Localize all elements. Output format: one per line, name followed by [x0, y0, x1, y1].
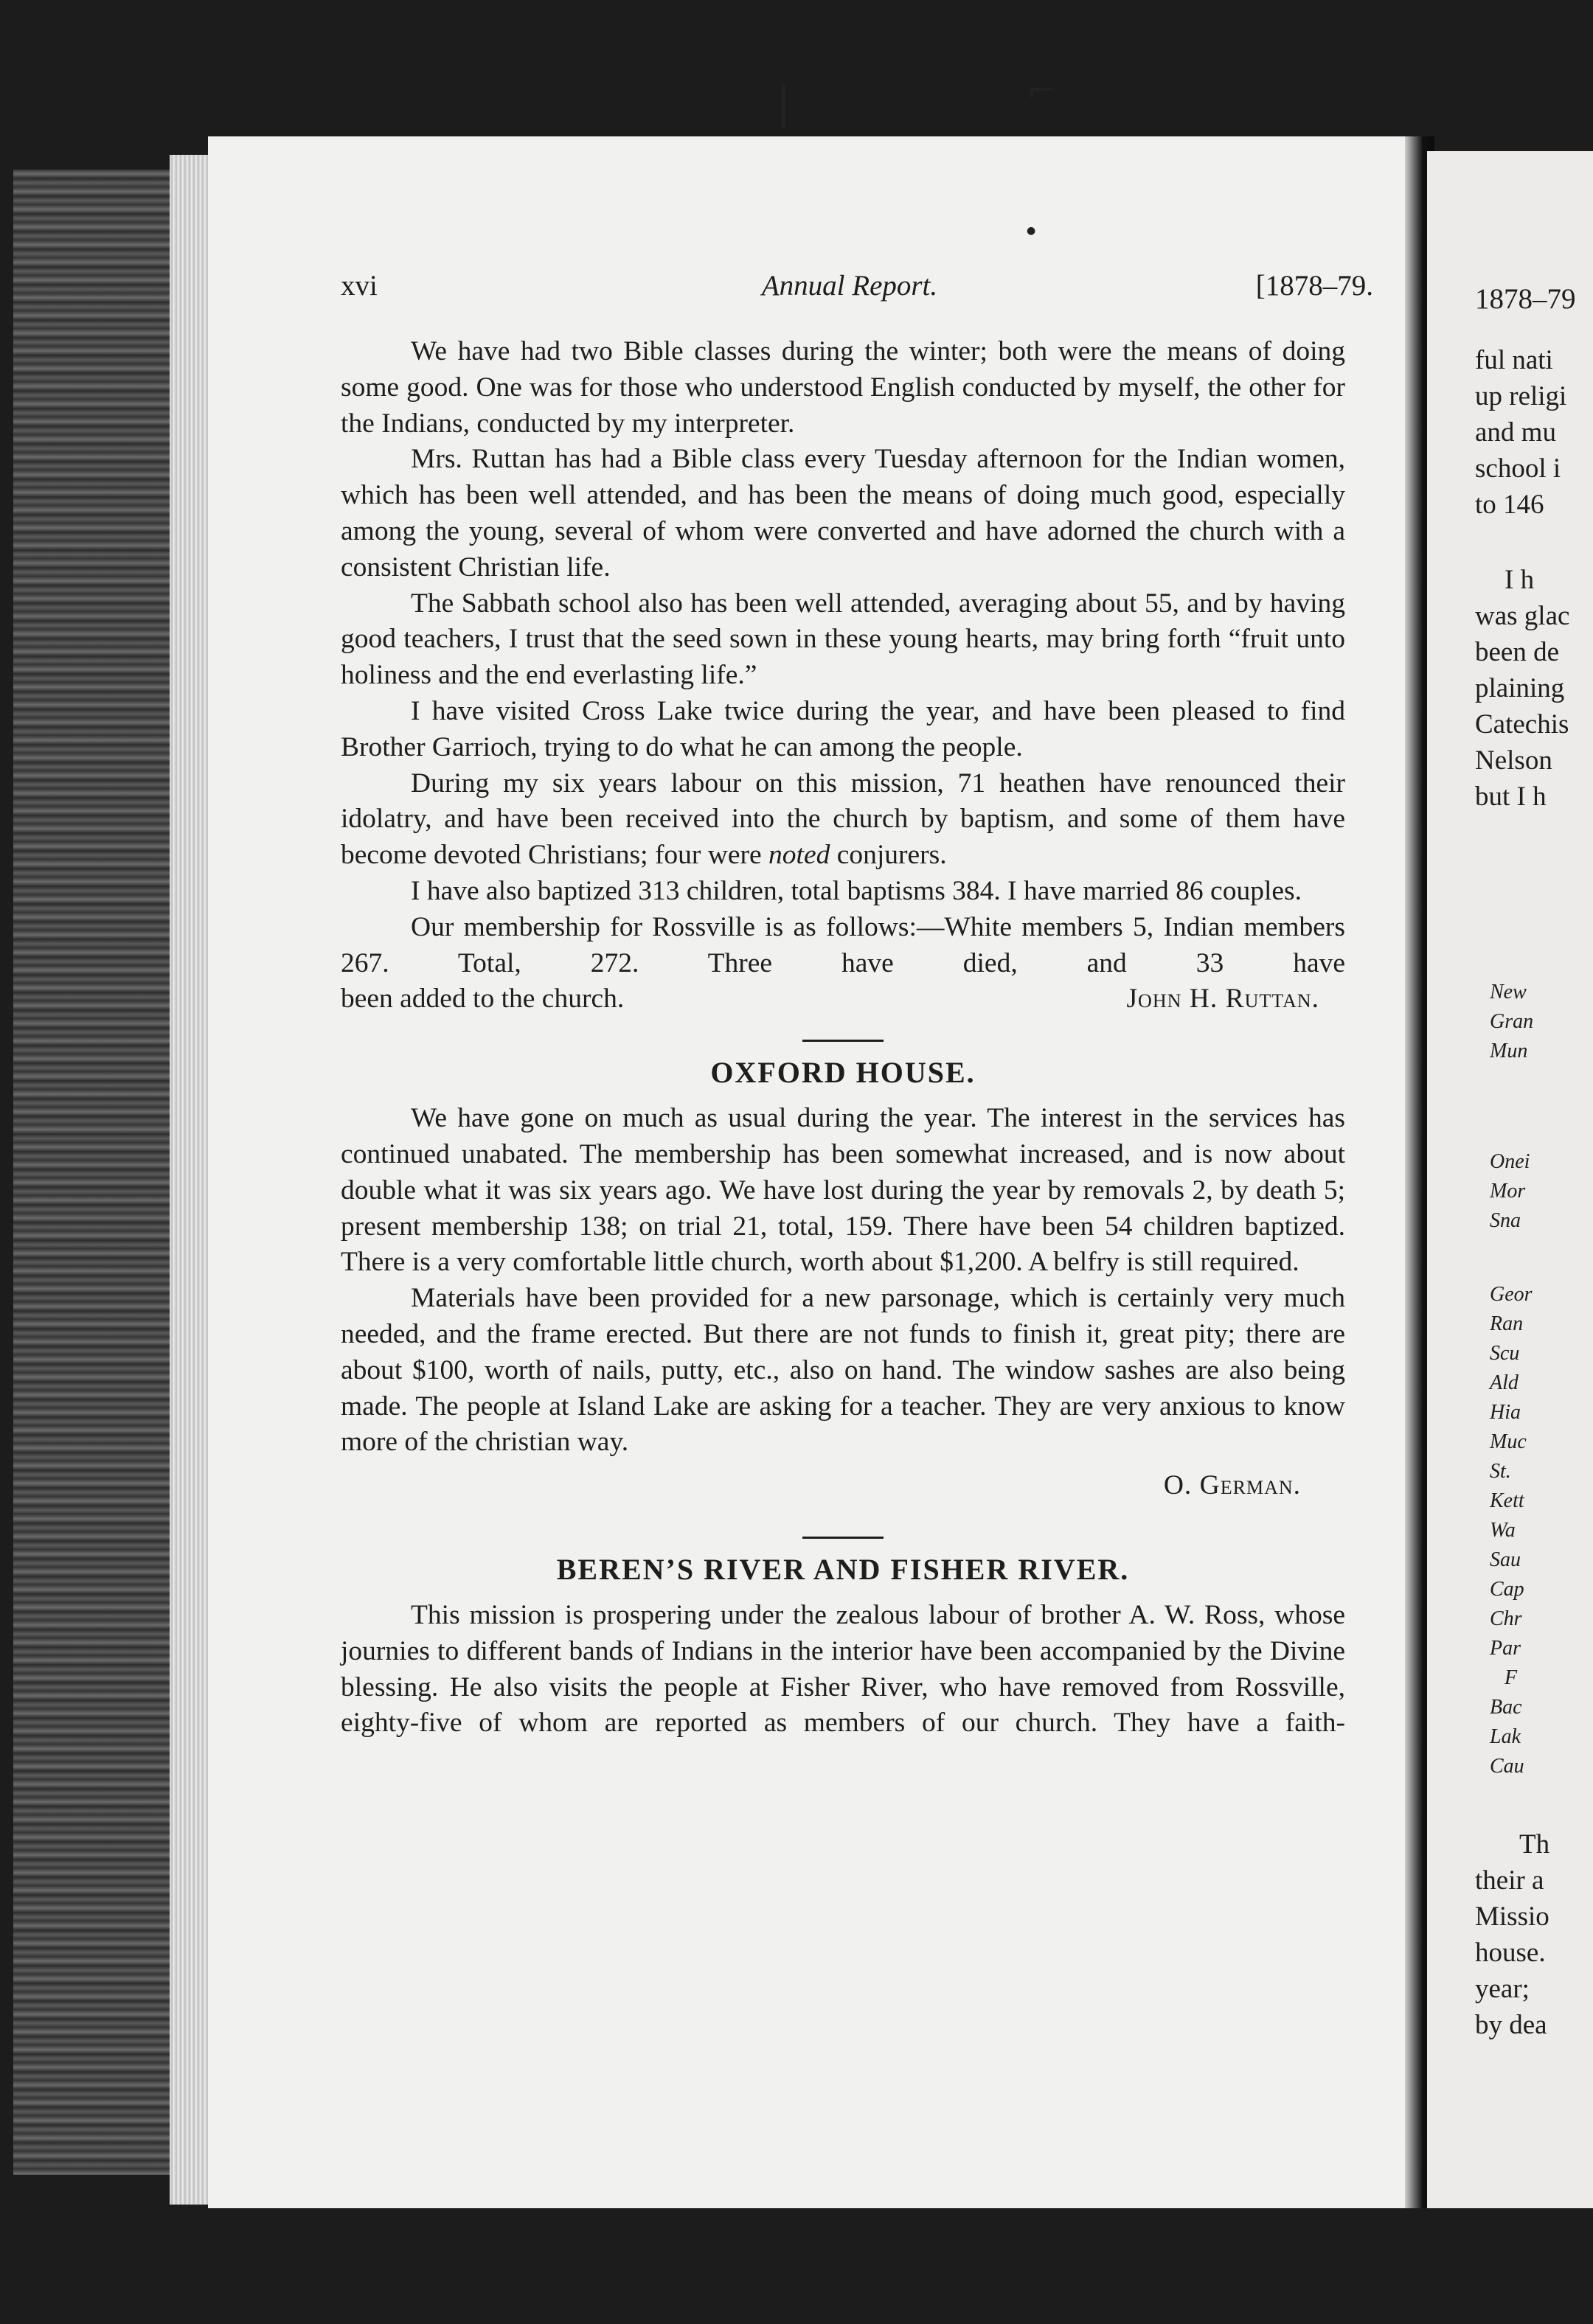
scan-mark-tick: ⌐ [1027, 70, 1057, 111]
next-page-running-head: 1878–79 [1475, 283, 1576, 315]
next-page-line: been de [1475, 637, 1560, 667]
next-page-italic-entry: Bac [1490, 1696, 1522, 1719]
next-page-italic-entry: Cau [1490, 1755, 1524, 1778]
running-year: [1878–79. [1255, 270, 1373, 302]
book-page-left [208, 70, 1414, 2208]
next-page-italic-entry: Onei [1490, 1150, 1530, 1173]
paragraph-membership: Our membership for Rossville is as follows:—White members 5, Indian members 267. Total, 272. Three have died, and 33 have [341, 911, 1345, 978]
next-page-italic-entry: Mor [1490, 1180, 1526, 1203]
text-six-years-before: During my six years labour on this mission, 71 heathen have renounced their idolatry, and have been received into the church by baptism, and some of them have become devoted Christians; four were [341, 768, 1345, 871]
section-rule-2 [802, 1537, 884, 1539]
text-column [341, 334, 1345, 1742]
scan-mark-dot: ● [1027, 225, 1036, 237]
paragraph-bible-classes: We have had two Bible classes during the winter; both were the means of doing some good. One was for those who understood English conducted by myself, the other for the Indians, conducted by my interpreter. [341, 336, 1345, 439]
next-page-line: was glac [1475, 601, 1570, 631]
page-number: xvi [341, 270, 378, 302]
next-page-line: school i [1475, 453, 1561, 484]
next-page-line: Th [1519, 1829, 1550, 1859]
next-page-italic-entry: Scu [1490, 1342, 1520, 1365]
paragraph-berens: This mission is prospering under the zealous labour of brother A. W. Ross, whose journies to different bands of Indians in the interior have been accompanied by the Divine blessing. He also visits the people at Fisher River, who have removed from Rossville, eighty-five of whom are reported as members of our church. They have a faith- [341, 1599, 1345, 1739]
next-page-italic-entry: Hia [1490, 1401, 1521, 1424]
signature-german: O. German. [1163, 1470, 1301, 1501]
next-page-italic-entry: F [1504, 1666, 1518, 1689]
heading-berens-river: BEREN’S RIVER AND FISHER RIVER. [556, 1552, 1130, 1586]
next-page-line: but I h [1475, 782, 1547, 812]
next-page-italic-entry: Sna [1490, 1209, 1521, 1232]
heading-oxford-house: OXFORD HOUSE. [710, 1056, 976, 1090]
next-page-italic-entry: Mun [1490, 1040, 1528, 1062]
next-page-line: to 146 [1475, 490, 1544, 520]
paragraph-oxford-2: Materials have been provided for a new parsonage, which is certainly very much needed, and the frame erected. But there are not funds to finish it, great pity; there are about $100, worth of nails, putty, etc., also on hand. The window sashes are also being made. The people at Island Lake are asking for a teacher. They are very anxious to know more of the christian way. [341, 1283, 1345, 1458]
paragraph-sabbath-school: The Sabbath school also has been well attended, averaging about 55, and by having good teachers, I trust that the seed sown in these young hearts, may bring forth “fruit unto holiness and the end everlasting life.” [341, 588, 1345, 691]
next-page-line: I h [1504, 565, 1535, 595]
signature-ruttan: John H. Ruttan. [1126, 984, 1319, 1015]
scan-mark-stroke: | [776, 77, 791, 129]
next-page-italic-entry: St. [1490, 1460, 1511, 1483]
paragraph-cross-lake: I have visited Cross Lake twice during the year, and have been pleased to find Brother Garrioch, trying to do what he can among the people. [341, 695, 1345, 762]
next-page-italic-entry: Ran [1490, 1312, 1524, 1335]
next-page-line: and mu [1475, 417, 1556, 448]
next-page-italic-entry: New [1490, 981, 1527, 1003]
page-edges [170, 155, 211, 2205]
next-page-italic-entry: Geor [1490, 1283, 1533, 1306]
next-page-line: ful nati [1475, 345, 1553, 375]
next-page-line: plaining [1475, 673, 1565, 703]
text-membership-end: been added to the church. [341, 984, 625, 1015]
next-page-line: Missio [1475, 1902, 1549, 1932]
paragraph-six-years [341, 766, 1345, 874]
next-page-line: their a [1475, 1865, 1544, 1896]
next-page-italic-entry: Gran [1490, 1010, 1534, 1033]
next-page-italic-entry: Wa [1490, 1519, 1516, 1542]
signature-line-ruttan [341, 981, 1345, 1017]
text-six-years-after: conjurers. [830, 840, 947, 871]
paragraph-mrs-ruttan: Mrs. Ruttan has had a Bible class every Tuesday afternoon for the Indian women, which has been well attended, and has been the means of doing much good, especially among the young, several of whom were converted and have adorned the church with a consistent Christian life. [341, 444, 1345, 582]
running-title: Annual Report. [761, 270, 938, 302]
next-page-line: house. [1475, 1938, 1546, 1968]
book-page-right-partial [1427, 151, 1593, 2208]
next-page-line: Catechis [1475, 709, 1569, 740]
next-page-line: Nelson [1475, 745, 1552, 776]
paragraph-oxford-1: We have gone on much as usual during the year. The interest in the services has continued unabated. The membership has been somewhat increased, and is now about double what it was six years ago. We have lost during the year by removals 2, by death 5; present membership 138; on trial 21, total, 159. There have been 54 children baptized. There is a very comfortable little church, worth about $1,200. A belfry is still required. [341, 1103, 1345, 1278]
next-page-italic-entry: Muc [1490, 1430, 1527, 1453]
next-page-italic-entry: Ald [1490, 1371, 1519, 1394]
next-page-line: year; [1475, 1974, 1530, 2004]
next-page-italic-entry: Kett [1490, 1489, 1524, 1512]
section-rule-1 [802, 1040, 884, 1042]
text-noted-emphasis: noted [768, 840, 830, 871]
next-page-line: up religi [1475, 381, 1567, 411]
next-page-italic-entry: Lak [1490, 1725, 1521, 1748]
next-page-italic-entry: Chr [1490, 1607, 1522, 1630]
next-page-italic-entry: Sau [1490, 1548, 1521, 1571]
next-page-line: by dea [1475, 2010, 1547, 2040]
paragraph-baptized: I have also baptized 313 children, total baptisms 384. I have married 86 couples. [411, 875, 1302, 906]
next-page-italic-entry: Par [1490, 1637, 1521, 1660]
next-page-italic-entry: Cap [1490, 1578, 1524, 1601]
running-head [341, 269, 1558, 313]
